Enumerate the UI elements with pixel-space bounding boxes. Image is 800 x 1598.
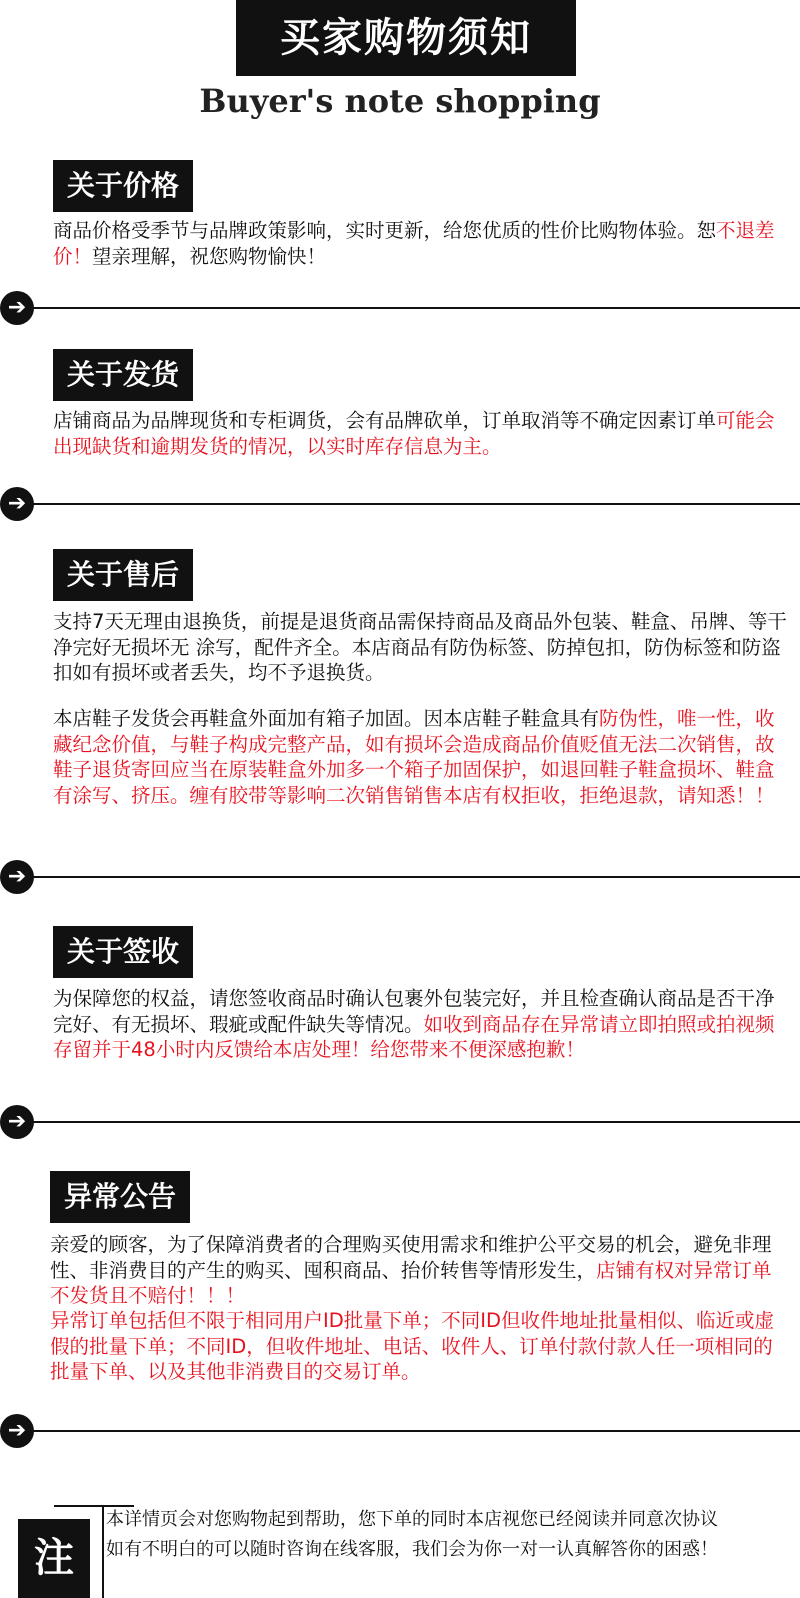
note-line: 如有不明白的可以随时咨询在线客服，我们会为你一对一认真解答你的困惑！	[106, 1539, 718, 1560]
text-run: 支持7天无理由退换货，前提是退货商品需保持商品及商品外包装、鞋盒、吊牌、等干净完好无损坏无 涂写，配件齐全。本店商品有防伪标签、防掉包扣，防伪标签和防盗扣如有损坏或者丢失，均不予退换货。	[53, 610, 787, 684]
section-divider	[0, 487, 800, 521]
section-text-notice-2	[50, 1308, 785, 1385]
section-divider	[0, 1105, 800, 1139]
text-run-red: 可能会出现缺货和逾期发货的情况，以实时库存信息为主。	[53, 409, 775, 458]
section-divider	[0, 291, 800, 325]
text-run: 亲爱的顾客，为了保障消费者的合理购买使用需求和维护公平交易的机会，避免非理性、非消费目的产生的购买、囤积商品、抬价转售等情形发生，	[50, 1233, 772, 1282]
text-run-red: 不退差价！	[53, 219, 775, 268]
arrow-right-circle-icon: ➔	[0, 487, 34, 521]
divider-line	[30, 1430, 800, 1432]
section-text-after-sales-2	[53, 706, 788, 808]
arrow-right-circle-icon: ➔	[0, 1414, 34, 1448]
arrow-right-circle-icon: ➔	[0, 860, 34, 894]
section-text-receipt	[53, 986, 788, 1063]
text-run-red: 如收到商品存在异常请立即拍照或拍视频存留并于48小时内反馈给本店处理！给您带来不便深感抱歉！	[53, 1012, 775, 1061]
divider-line	[30, 876, 800, 878]
page-title: 买家购物须知	[236, 0, 576, 76]
section-heading-shipping: 关于发货	[53, 349, 193, 401]
note-border	[102, 1505, 104, 1598]
note-line: 本详情页会对您购物起到帮助，您下单的同时本店视您已经阅读并同意次协议	[106, 1509, 718, 1530]
text-run-red: 店铺有权对异常订单不发货且不赔付！！！	[50, 1258, 772, 1307]
text-run: 店铺商品为品牌现货和专柜调货，会有品牌砍单，订单取消等不确定因素订单	[53, 409, 717, 432]
divider-line	[30, 1121, 800, 1123]
page-subtitle: Buyer's note shopping	[199, 82, 601, 120]
section-text-price	[53, 218, 788, 269]
text-run-red: 异常订单包括但不限于相同用户ID批量下单；不同ID但收件地址批量相似、临近或虚假的批量下单；不同ID，但收件地址、电话、收件人、订单付款付款人任一项相同的批量下单、以及其他非消费目的交易订单。	[50, 1309, 775, 1383]
arrow-right-circle-icon: ➔	[0, 1105, 34, 1139]
note-text	[106, 1505, 796, 1565]
text-run: 为保障您的权益，请您签收商品时确认包裹外包装完好，并且检查确认商品是否干净完好、有无损坏、瑕疵或配件缺失等情况。	[53, 987, 775, 1036]
arrow-right-circle-icon: ➔	[0, 291, 34, 325]
note-label: 注	[18, 1519, 90, 1598]
section-text-shipping	[53, 408, 788, 459]
section-heading-receipt: 关于签收	[53, 926, 193, 978]
section-text-notice	[50, 1232, 785, 1309]
section-divider	[0, 860, 800, 894]
section-heading-after-sales: 关于售后	[53, 549, 193, 601]
footer-note	[18, 1505, 788, 1598]
section-heading-notice: 异常公告	[50, 1171, 190, 1223]
section-divider	[0, 1414, 800, 1448]
section-text-after-sales	[53, 609, 788, 686]
text-run: 望亲理解，祝您购物愉快！	[92, 244, 327, 268]
text-run: 本店鞋子发货会再鞋盒外面加有箱子加固。因本店鞋子鞋盒具有	[53, 707, 600, 730]
text-run: 商品价格受季节与品牌政策影响，实时更新，给您优质的性价比购物体验。恕	[53, 219, 717, 242]
text-run-red: 防伪性，唯一性，收藏纪念价值，与鞋子构成完整产品，如有损坏会造成商品价值贬值无法二次销售，故鞋子退货寄回应当在原装鞋盒外加多一个箱子加固保护，如退回鞋子鞋盒损坏、鞋盒有涂写、挤压。缠有胶带等影响二次销售销售本店有权拒收，拒绝退款，请知悉！！	[53, 707, 775, 807]
section-heading-price: 关于价格	[53, 160, 193, 212]
divider-line	[30, 307, 800, 309]
divider-line	[30, 503, 800, 505]
